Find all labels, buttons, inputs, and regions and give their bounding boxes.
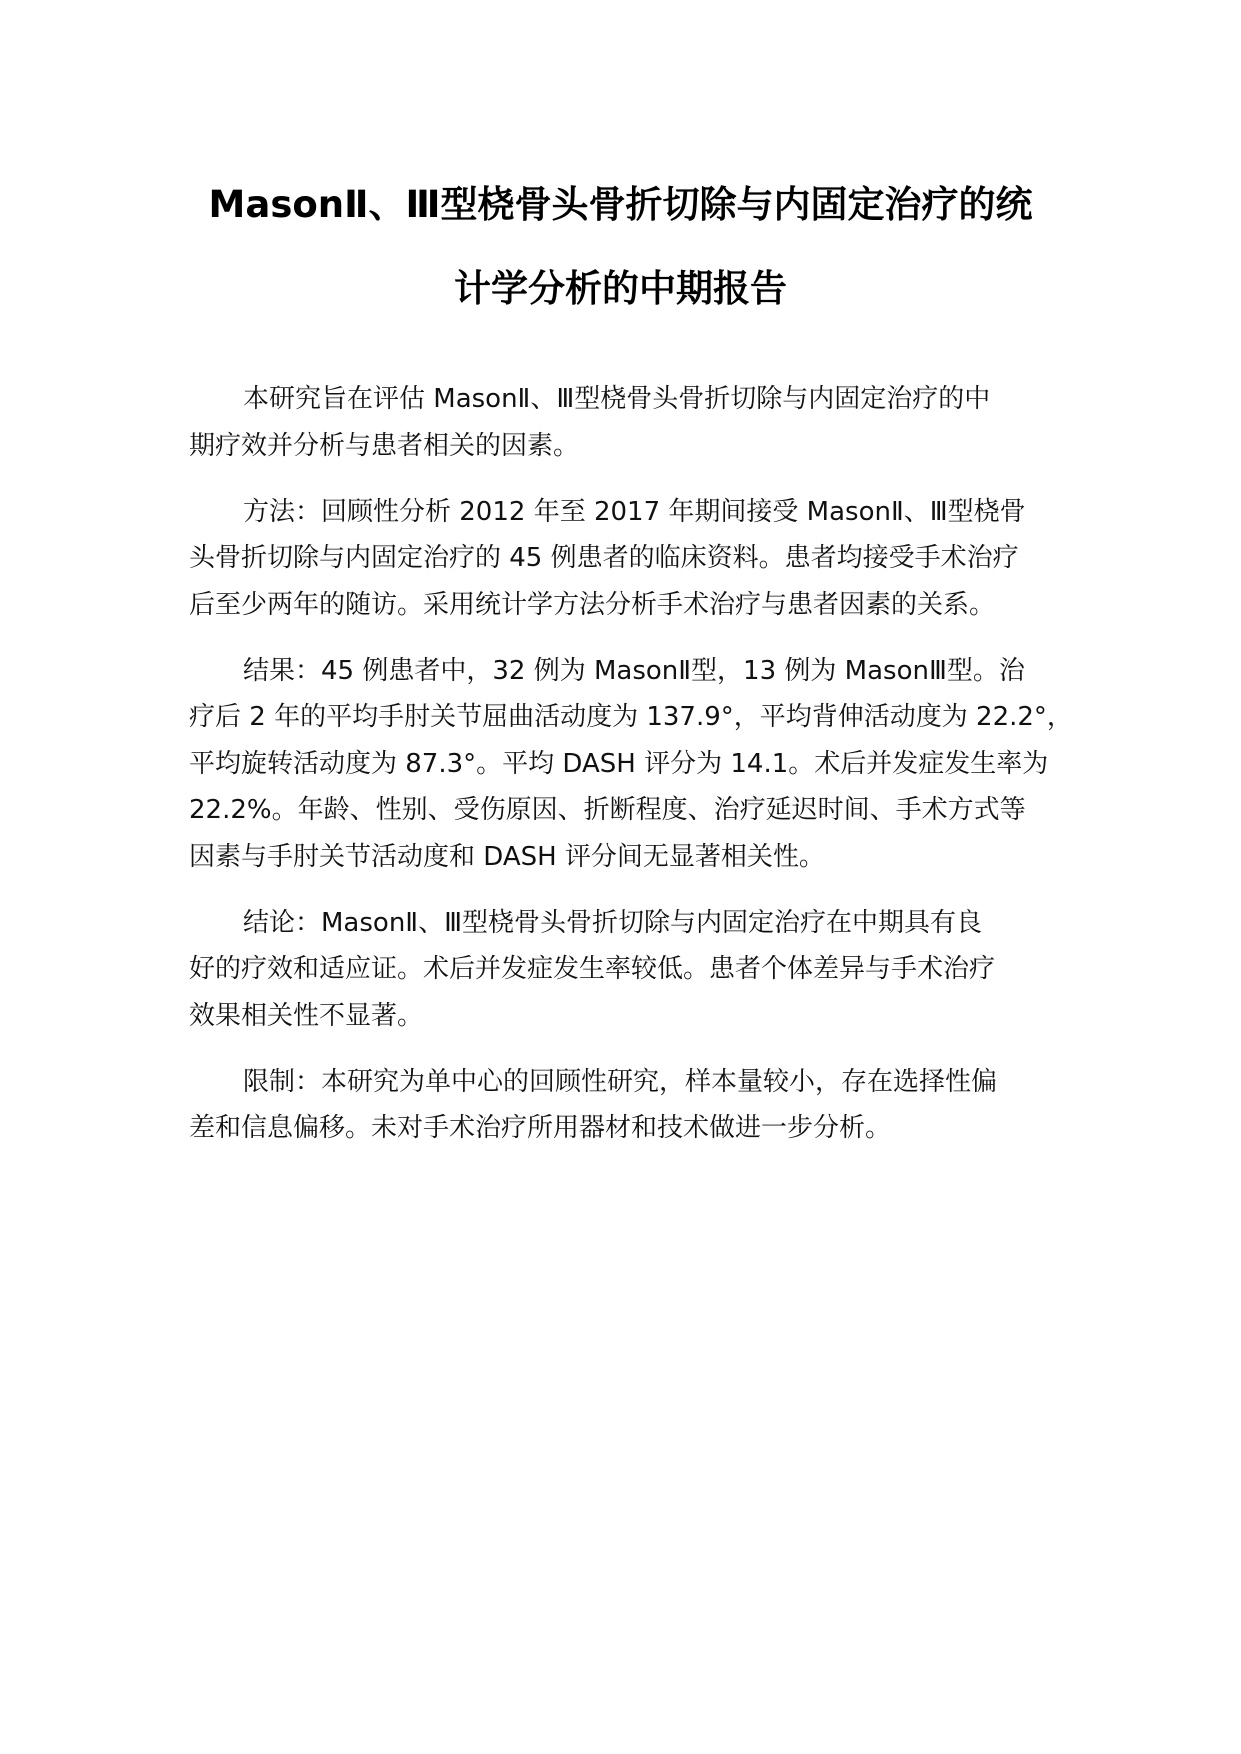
paragraph-line: 因素与手肘关节活动度和 DASH 评分间无显著相关性。 — [189, 841, 825, 872]
paragraph-line: 头骨折切除与内固定治疗的 45 例患者的临床资料。患者均接受手术治疗 — [189, 543, 1019, 573]
paragraph-objective — [189, 376, 1089, 469]
paragraph-line: 后至少两年的随访。采用统计学方法分析手术治疗与患者因素的关系。 — [189, 589, 996, 620]
paragraph-line: 22.2%。年龄、性别、受伤原因、折断程度、治疗延迟时间、手术方式等 — [189, 795, 1026, 825]
paragraph-line: 方法：回顾性分析 2012 年至 2017 年期间接受 MasonⅡ、Ⅲ型桡骨 — [243, 496, 1026, 527]
paragraph-line: 好的疗效和适应证。术后并发症发生率较低。患者个体差异与手术治疗 — [189, 954, 996, 984]
paragraph-line: 限制：本研究为单中心的回顾性研究，样本量较小，存在选择性偏 — [243, 1066, 998, 1097]
title-line: 计学分析的中期报告 — [454, 267, 787, 310]
paragraph-limitations — [189, 1059, 1089, 1152]
paragraph-methods — [189, 489, 1089, 629]
paragraph-line: 结果：45 例患者中，32 例为 MasonⅡ型，13 例为 MasonⅢ型。治 — [243, 655, 1025, 686]
document-body — [189, 376, 1089, 1171]
paragraph-line: 期疗效并分析与患者相关的因素。 — [189, 430, 580, 461]
title-line: MasonⅡ、Ⅲ型桡骨头骨折切除与内固定治疗的统 — [208, 183, 1033, 226]
paragraph-line: 效果相关性不显著。 — [189, 1000, 424, 1031]
paragraph-line: 差和信息偏移。未对手术治疗所用器材和技术做进一步分析。 — [189, 1113, 892, 1143]
paragraph-conclusion — [189, 900, 1089, 1040]
document-title — [0, 163, 1241, 331]
paragraph-line: 本研究旨在评估 MasonⅡ、Ⅲ型桡骨头骨折切除与内固定治疗的中 — [243, 384, 991, 414]
paragraph-line: 平均旋转活动度为 87.3°。平均 DASH 评分为 14.1。术后并发症发生率为 — [189, 748, 1049, 779]
paragraph-line: 疗后 2 年的平均手肘关节屈曲活动度为 137.9°，平均背伸活动度为 22.2°， — [189, 702, 1073, 732]
paragraph-results — [189, 648, 1089, 881]
paragraph-line: 结论：MasonⅡ、Ⅲ型桡骨头骨折切除与内固定治疗在中期具有良 — [243, 907, 983, 938]
